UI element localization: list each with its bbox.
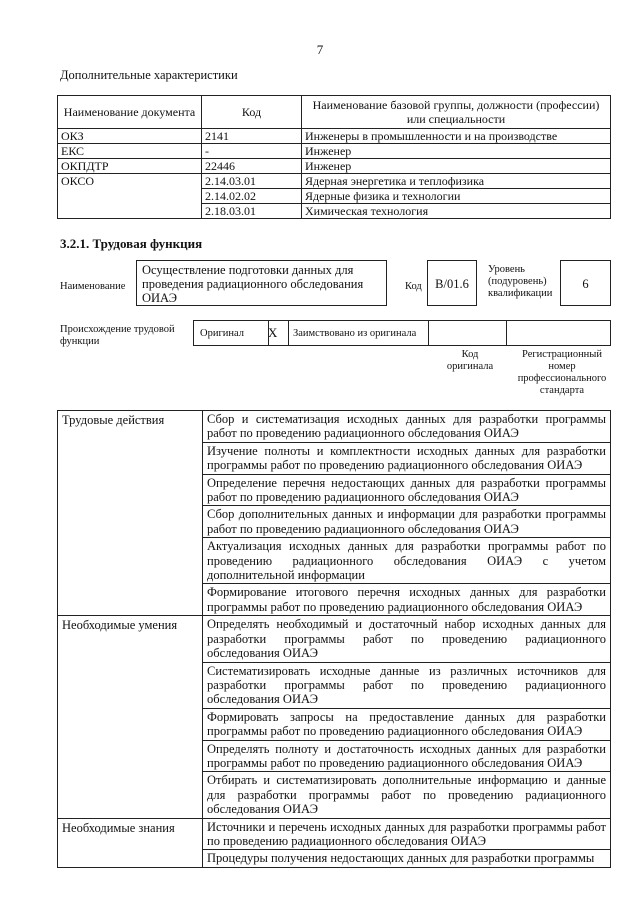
category-label: Необходимые знания: [58, 818, 203, 867]
page-number: 7: [316, 42, 324, 57]
required-skill: Систематизировать исходные данные из различных источников для разработки программы работ по проведению радиационного обследования ОИАЭ: [203, 662, 611, 708]
section-title: 3.2.1. Трудовая функция: [60, 236, 203, 251]
row-code: 2.14.03.01: [202, 174, 302, 189]
required-skill: Определять необходимый и достаточный набор исходных данных для разработки программы работ по проведению радиационного обследования ОИАЭ: [203, 616, 611, 662]
row-doc: ОКСО: [58, 174, 202, 219]
table-row: [58, 411, 611, 443]
header-group-name: Наименование базовой группы, должности (профессии) или специальности: [302, 96, 611, 129]
labor-action: Сбор и систематизация исходных данных для разработки программы работ по проведению радиационного обследования ОИАЭ: [203, 411, 611, 443]
row-name: Химическая технология: [302, 204, 611, 219]
row-name: Инженер: [302, 144, 611, 159]
divider: [288, 321, 289, 345]
row-code: 2141: [202, 129, 302, 144]
qualification-level-label: Уровень (подуровень) квалификации: [488, 264, 553, 299]
qualification-level-value: 6: [560, 260, 611, 306]
required-skill: Определять полноту и достаточность исходных данных для разработки программы работ по проведению радиационного обследования ОИАЭ: [203, 740, 611, 772]
category-label: Необходимые умения: [58, 616, 203, 818]
required-knowledge: Источники и перечень исходных данных для разработки программы работ по проведению радиационного обследования ОИАЭ: [203, 818, 611, 850]
required-knowledge: Процедуры получения недостающих данных для разработки программы: [203, 850, 611, 867]
function-code-value: В/01.6: [427, 260, 477, 306]
name-label: Наименование: [60, 281, 126, 292]
header-code: Код: [202, 96, 302, 129]
row-name: Инженер: [302, 159, 611, 174]
labor-function-details-table: [57, 410, 611, 868]
row-doc: ОКПДТР: [58, 159, 202, 174]
row-code: -: [202, 144, 302, 159]
row-code: 2.18.03.01: [202, 204, 302, 219]
divider: [506, 321, 507, 345]
row-doc: ЕКС: [58, 144, 202, 159]
additional-characteristics-title: Дополнительные характеристики: [60, 68, 238, 82]
required-skill: Формировать запросы на предоставление данных для разработки программы работ по проведению радиационного обследования ОИАЭ: [203, 708, 611, 740]
category-label: Трудовые действия: [58, 411, 203, 616]
original-code-label: Код оригинала: [446, 349, 494, 372]
borrowed-label: Заимствовано из оригинала: [293, 328, 417, 339]
labor-action: Формирование итогового перечня исходных данных для разработки программы работ по проведению радиационного обследования ОИАЭ: [203, 584, 611, 616]
required-skill: Отбирать и систематизировать дополнительные информацию и данные для разработки программы работ по проведению радиационного обследования ОИАЭ: [203, 772, 611, 818]
labor-action: Сбор дополнительных данных и информации для разработки программы работ по проведению радиационного обследования ОИАЭ: [203, 506, 611, 538]
original-mark: X: [268, 325, 278, 340]
function-name-value: Осуществление подготовки данных для проведения радиационного обследования ОИАЭ: [136, 260, 387, 306]
details-body: [58, 411, 611, 868]
row-name: Ядерная энергетика и теплофизика: [302, 174, 611, 189]
code-label: Код: [405, 281, 422, 292]
row-code: 22446: [202, 159, 302, 174]
row-code: 2.14.02.02: [202, 189, 302, 204]
labor-action: Определение перечня недостающих данных для разработки программы работ по проведению радиационного обследования ОИАЭ: [203, 474, 611, 506]
row-name: Ядерные физика и технологии: [302, 189, 611, 204]
labor-action: Актуализация исходных данных для разработки программы работ по проведению радиационного обследования ОИАЭ с учетом дополнительной информации: [203, 538, 611, 584]
table-row: [58, 818, 611, 850]
registration-number-label: Регистрационный номер профессионального стандарта: [517, 349, 607, 396]
table-row: [58, 616, 611, 662]
divider: [428, 321, 429, 345]
row-doc: ОКЗ: [58, 129, 202, 144]
original-label: Оригинал: [200, 328, 244, 339]
additional-characteristics-table: [57, 95, 611, 219]
header-document: Наименование документа: [58, 96, 202, 129]
row-name: Инженеры в промышленности и на производстве: [302, 129, 611, 144]
origin-label: Происхождение трудовой функции: [60, 324, 175, 347]
labor-action: Изучение полноты и комплектности исходных данных для разработки программы работ по проведению радиационного обследования ОИАЭ: [203, 442, 611, 474]
